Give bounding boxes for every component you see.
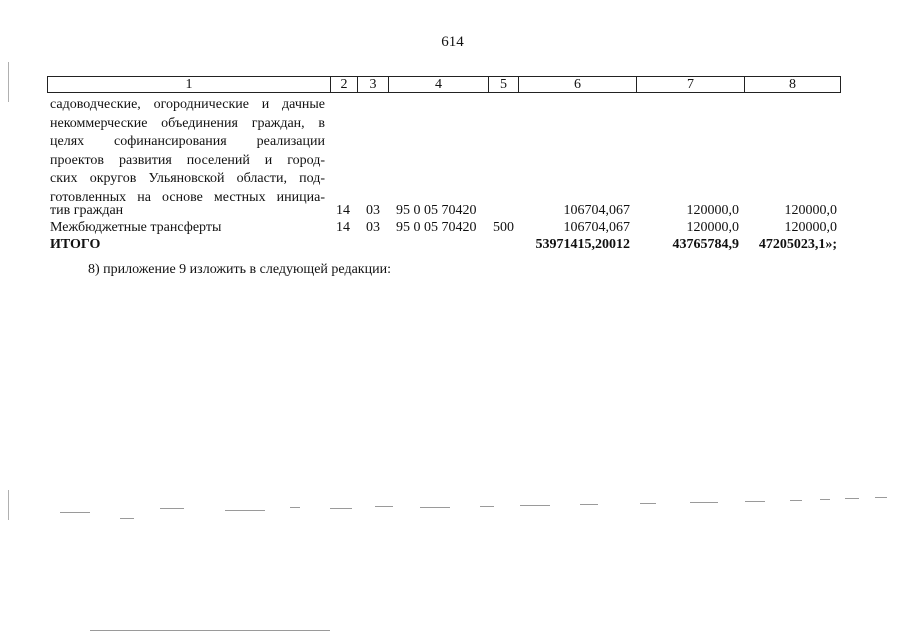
header-cell-6: 6 <box>518 76 636 93</box>
header-cell-1: 1 <box>47 76 330 93</box>
header-cell-3: 3 <box>357 76 388 93</box>
cell-section: 14 <box>336 220 350 235</box>
total-amount-7: 43765784,9 <box>672 237 739 252</box>
total-amount-6: 53971415,20012 <box>535 237 630 252</box>
cell-amount-7: 120000,0 <box>686 220 739 235</box>
header-cell-2: 2 <box>330 76 357 93</box>
cell-amount-8: 120000,0 <box>784 220 837 235</box>
row-name: Межбюджетные трансферты <box>50 220 222 235</box>
cell-subsection: 03 <box>366 220 380 235</box>
description-line: проектов развития поселений и город- <box>50 152 325 168</box>
total-amount-8: 47205023,1»; <box>758 237 837 252</box>
description-line: целях софинансирования реализации <box>50 134 325 150</box>
cell-target-code: 95 0 05 70420 <box>396 203 477 218</box>
header-cell-4: 4 <box>388 76 488 93</box>
cell-amount-8: 120000,0 <box>784 203 837 218</box>
description-line: некоммерческие объединения граждан, в <box>50 115 325 131</box>
header-cell-7: 7 <box>636 76 744 93</box>
cell-amount-6: 106704,067 <box>563 220 630 235</box>
cell-amount-7: 120000,0 <box>686 203 739 218</box>
cell-target-code: 95 0 05 70420 <box>396 220 477 235</box>
cell-section: 14 <box>336 203 350 218</box>
description-line: готовленных на основе местных инициа- <box>50 189 325 205</box>
header-cell-5: 5 <box>488 76 518 93</box>
cell-expense-type: 500 <box>493 220 514 235</box>
description-line: ских округов Ульяновской области, под- <box>50 171 325 187</box>
total-label: ИТОГО <box>50 237 101 252</box>
page-number: 614 <box>441 34 464 50</box>
row-description <box>50 96 325 208</box>
amendment-note: 8) приложение 9 изложить в следующей редакции: <box>88 262 391 277</box>
row-name: тив граждан <box>50 203 124 218</box>
header-cell-8: 8 <box>744 76 841 93</box>
description-line: садоводческие, огороднические и дачные <box>50 97 325 112</box>
cell-amount-6: 106704,067 <box>563 203 630 218</box>
cell-subsection: 03 <box>366 203 380 218</box>
